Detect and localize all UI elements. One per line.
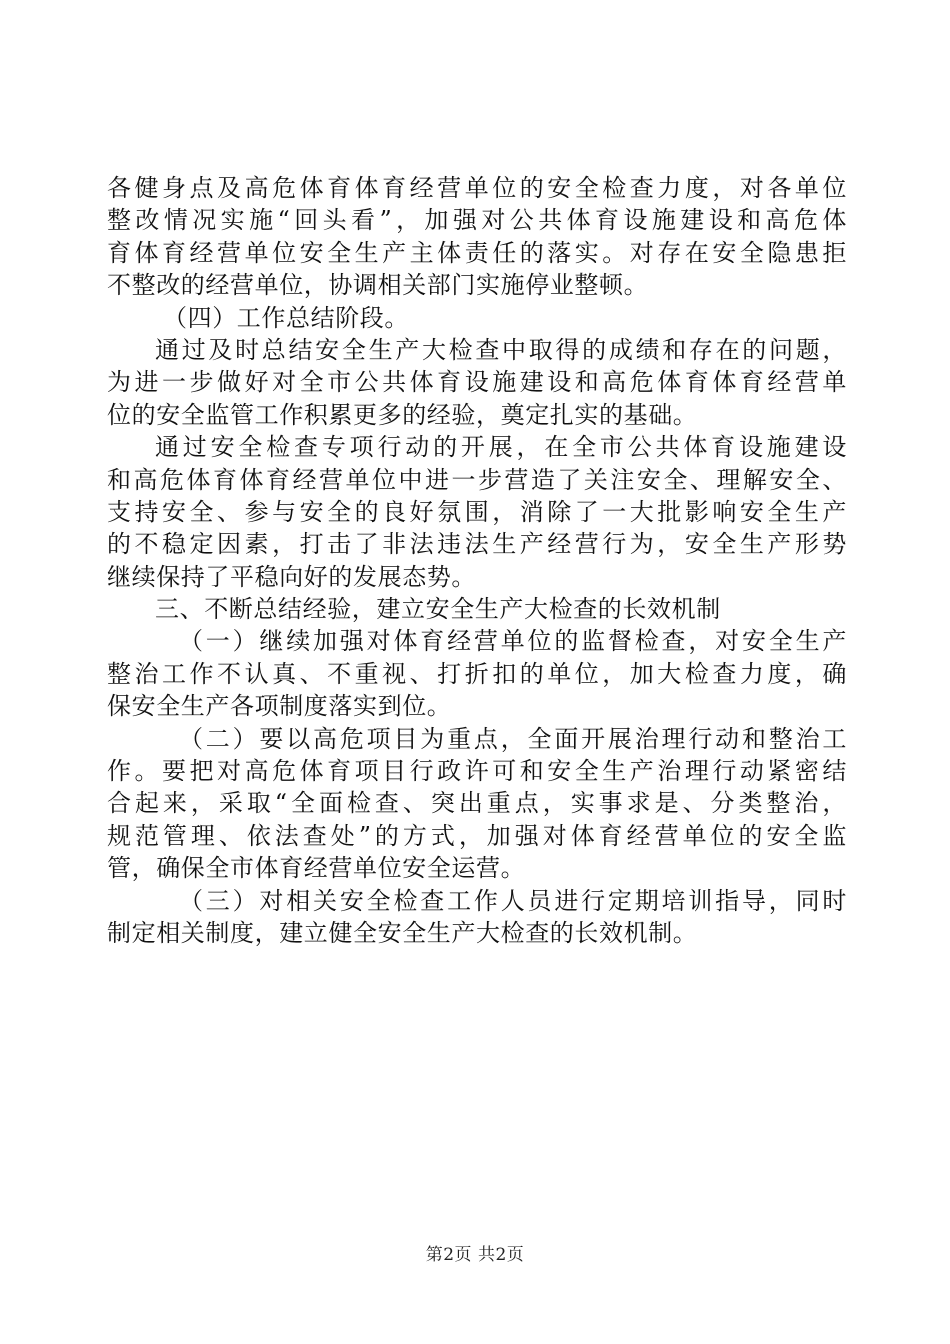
section-heading: （四）工作总结阶段。 (163, 303, 409, 332)
text-line: 通过安全检查专项行动的开展，在全市公共体育设施建设 (155, 433, 847, 462)
text-line: 为进一步做好对全市公共体育设施建设和高危体育体育经营单 (107, 368, 847, 397)
text-line: 整治工作不认真、不重视、打折扣的单位，加大检查力度，确 (107, 659, 847, 688)
text-line: 各健身点及高危体育体育经营单位的安全检查力度，对各单位 (107, 174, 847, 202)
text-line: 管，确保全市体育经营单位安全运营。 (107, 854, 526, 883)
text-line: 育体育经营单位安全生产主体责任的落实。对存在安全隐患拒 (107, 238, 847, 267)
text-line: 位的安全监管工作积累更多的经验，奠定扎实的基础。 (107, 400, 698, 429)
text-line: 继续保持了平稳向好的发展态势。 (107, 562, 476, 591)
section-heading: 三、不断总结经验，建立安全生产大检查的长效机制 (155, 595, 721, 624)
text-line: （一）继续加强对体育经营单位的监督检查，对安全生产 (179, 627, 847, 656)
text-line: 的不稳定因素，打击了非法违法生产经营行为，安全生产形势 (107, 530, 847, 559)
text-line: （二）要以高危项目为重点，全面开展治理行动和整治工 (179, 724, 847, 753)
text-line: 合起来，采取“全面检查、突出重点，实事求是、分类整治， (107, 789, 847, 818)
text-line: 整改情况实施“回头看”，加强对公共体育设施建设和高危体 (107, 206, 847, 235)
text-line: 规范管理、依法查处”的方式，加强对体育经营单位的安全监 (107, 821, 847, 850)
text-line: 不整改的经营单位，协调相关部门实施停业整顿。 (107, 271, 649, 300)
text-line: 通过及时总结安全生产大检查中取得的成绩和存在的问题， (155, 335, 847, 364)
text-line: （三）对相关安全检查工作人员进行定期培训指导，同时 (179, 886, 847, 915)
page-number-footer: 第2页 共2页 (425, 1245, 525, 1265)
text-line: 和高危体育体育经营单位中进一步营造了关注安全、理解安全、 (107, 465, 847, 494)
text-line: 制定相关制度，建立健全安全生产大检查的长效机制。 (107, 918, 698, 947)
text-line: 支持安全、参与安全的良好氛围，消除了一大批影响安全生产 (107, 497, 847, 526)
text-line: 保安全生产各项制度落实到位。 (107, 692, 452, 721)
text-line: 作。要把对高危体育项目行政许可和安全生产治理行动紧密结 (107, 757, 847, 786)
document-body (107, 172, 847, 949)
